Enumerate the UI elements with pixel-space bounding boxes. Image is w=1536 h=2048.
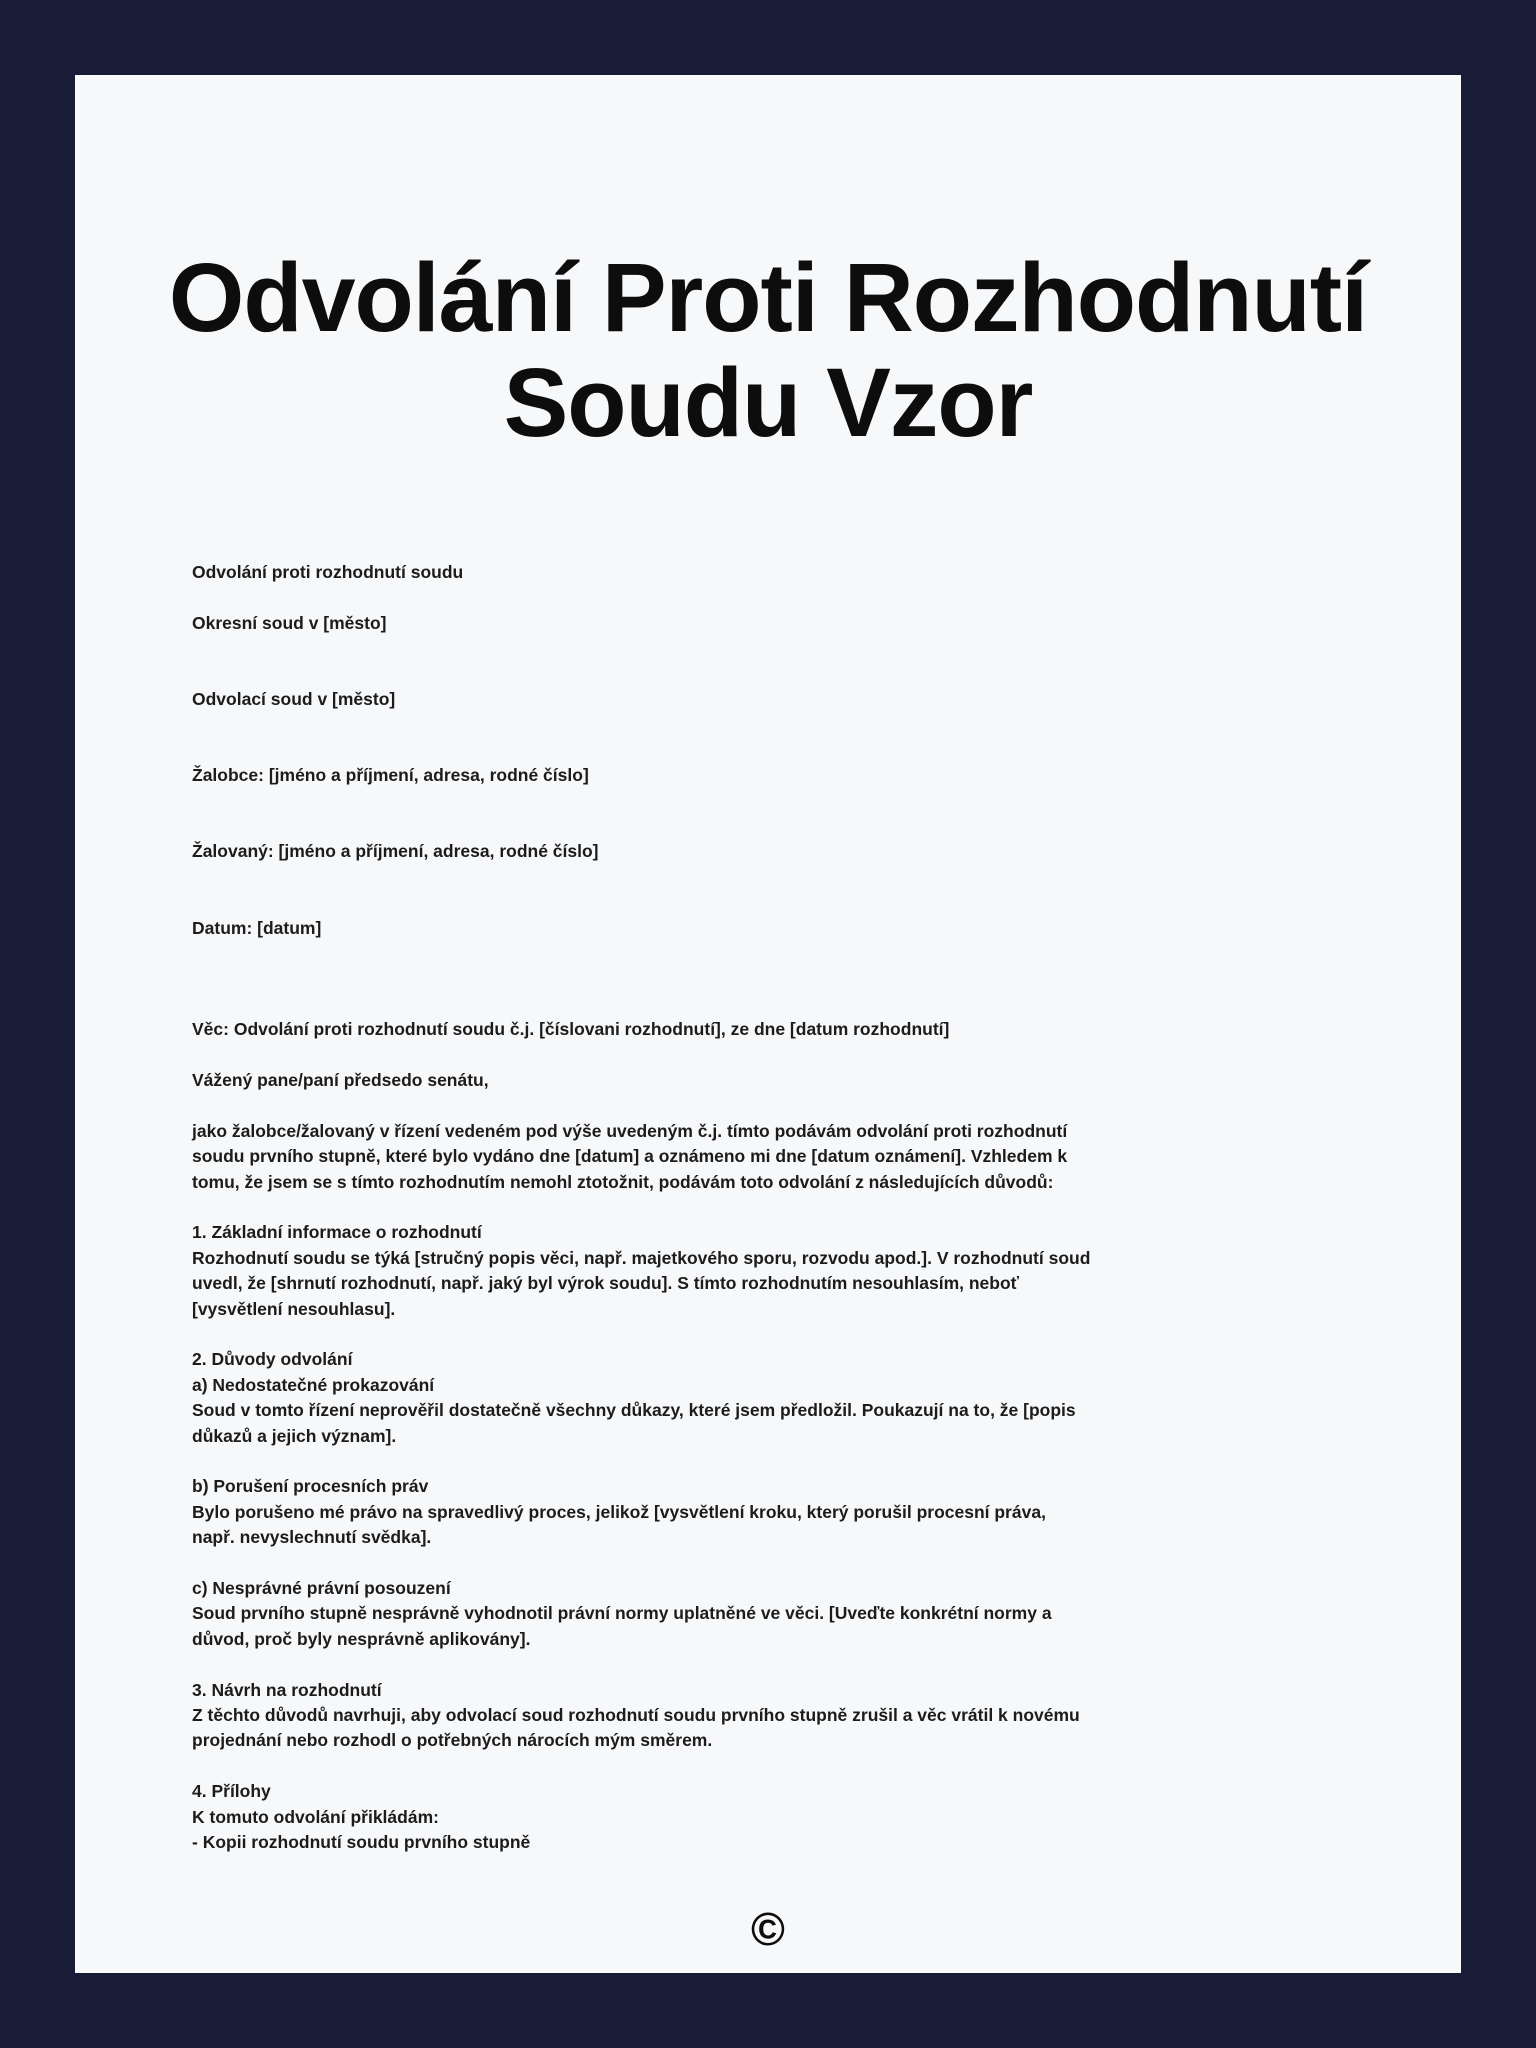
document-line: Datum: [datum] xyxy=(192,917,322,938)
document-line: jako žalobce/žalovaný v řízení vedeném pod výše uvedeným č.j. tímto podávám odvolání proti rozhodnutí xyxy=(192,1120,1068,1141)
document-block xyxy=(192,1779,1312,1855)
document-line: Žalobce: [jméno a příjmení, adresa, rodné číslo] xyxy=(192,765,589,786)
document-line: důvod, proč byly nesprávně aplikovány]. xyxy=(192,1628,531,1649)
document-line: Soud v tomto řízení neprověřil dostatečně všechny důkazy, které jsem předložil. Poukazují na to, že [popis xyxy=(192,1400,1076,1421)
document-block xyxy=(192,1678,1312,1754)
document-block xyxy=(192,1017,1312,1042)
document-line: 1. Základní informace o rozhodnutí xyxy=(192,1222,482,1243)
document-line: Žalovaný: [jméno a příjmení, adresa, rodné číslo] xyxy=(192,841,599,862)
document-line: Odvolací soud v [město] xyxy=(192,689,396,709)
document-line: - Kopii rozhodnutí soudu prvního stupně xyxy=(192,1832,531,1853)
document-block xyxy=(192,839,1312,864)
document-line: uvedl, že [shrnutí rozhodnutí, např. jaký byl výrok soudu]. S tímto rozhodnutím nesouhlasím, neboť xyxy=(192,1273,1020,1294)
page-title-line-2: Soudu Vzor xyxy=(503,348,1033,457)
document-block xyxy=(192,1119,1312,1195)
document-block xyxy=(192,1347,1312,1449)
document-line: např. nevyslechnutí svědka]. xyxy=(192,1527,432,1548)
document-block xyxy=(192,611,1312,636)
document-line: [vysvětlení nesouhlasu]. xyxy=(192,1298,396,1319)
document-line: soudu prvního stupně, které bylo vydáno dne [datum] a oznámeno mi dne [datum oznámení]. Vzhledem k xyxy=(192,1146,1068,1167)
document-line: a) Nedostatečné prokazování xyxy=(192,1374,435,1395)
document-line: Z těchto důvodů navrhuji, aby odvolací soud rozhodnutí soudu prvního stupně zrušil a věc vrátil k novému xyxy=(192,1705,1080,1726)
document-block xyxy=(192,1068,1312,1093)
document-block xyxy=(192,763,1312,788)
document-line: Bylo porušeno mé právo na spravedlivý proces, jelikož [vysvětlení kroku, který porušil procesní práva, xyxy=(192,1501,1046,1522)
document-block xyxy=(192,1220,1312,1322)
document-line: 2. Důvody odvolání xyxy=(192,1349,353,1370)
document-block xyxy=(192,916,1312,941)
copyright-symbol: © xyxy=(751,1903,785,1955)
page-title-line-1: Odvolání Proti Rozhodnutí xyxy=(168,243,1368,352)
document-line: Rozhodnutí soudu se týká [stručný popis věci, např. majetkového sporu, rozvodu apod.]. V rozhodnutí soud xyxy=(192,1247,1091,1268)
document-block xyxy=(192,560,1312,585)
document-block xyxy=(192,1474,1312,1550)
document-block xyxy=(192,1576,1312,1652)
document-line: Věc: Odvolání proti rozhodnutí soudu č.j. [číslovani rozhodnutí], ze dne [datum rozhodnutí] xyxy=(192,1019,950,1040)
document-line: Soud prvního stupně nesprávně vyhodnotil právní normy uplatněné ve věci. [Uveďte konkrétní normy a xyxy=(192,1603,1052,1624)
document-line: c) Nesprávné právní posouzení xyxy=(192,1578,451,1599)
document-line: 3. Návrh na rozhodnutí xyxy=(192,1679,382,1700)
document-line: tomu, že jsem se s tímto rozhodnutím nemohl ztotožnit, podávám toto odvolání z následujících důvodů: xyxy=(192,1171,1054,1192)
document-line: K tomuto odvolání přikládám: xyxy=(192,1806,439,1827)
page-title xyxy=(75,245,1461,455)
page-footer xyxy=(75,1903,1461,1955)
document-page xyxy=(75,75,1461,1973)
document-block xyxy=(192,687,1312,712)
document-line: Okresní soud v [město] xyxy=(192,612,387,633)
document-line: b) Porušení procesních práv xyxy=(192,1476,429,1497)
document-line: Vážený pane/paní předsedo senátu, xyxy=(192,1070,489,1090)
document-line: důkazů a jejich význam]. xyxy=(192,1425,397,1446)
document-line: projednání nebo rozhodl o potřebných nárocích mým směrem. xyxy=(192,1730,713,1751)
document-line: Odvolání proti rozhodnutí soudu xyxy=(192,562,464,582)
document-body xyxy=(192,560,1312,1855)
document-line: 4. Přílohy xyxy=(192,1781,271,1802)
